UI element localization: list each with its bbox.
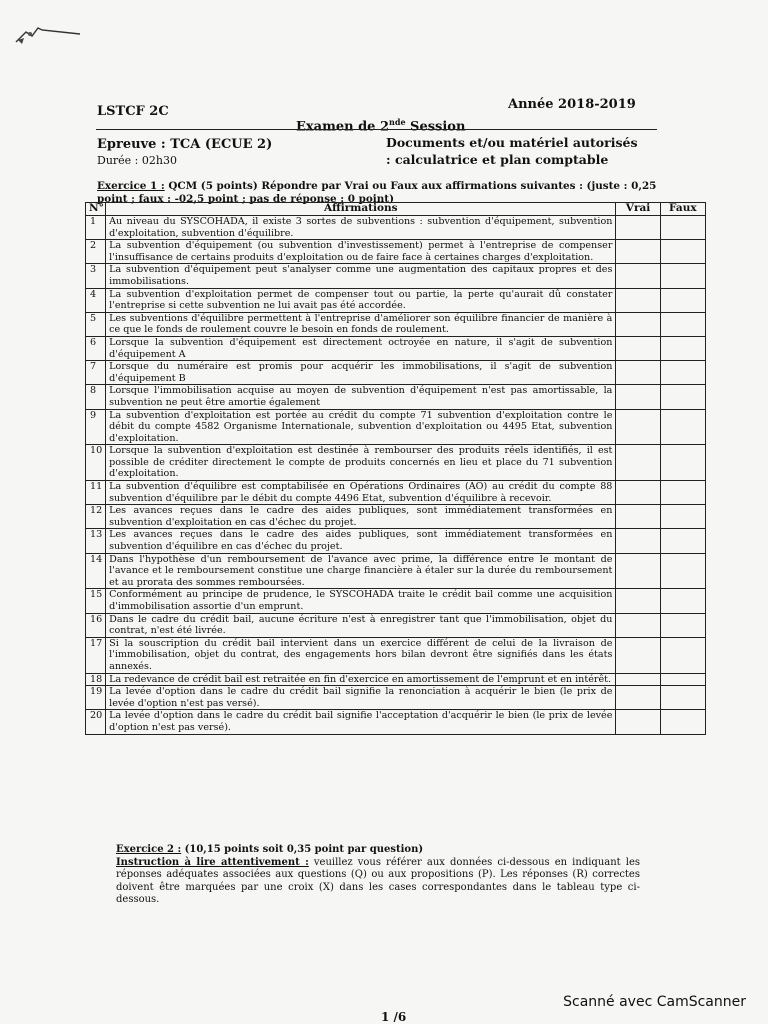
answer-cell-false[interactable] — [660, 445, 705, 481]
qcm-row — [86, 686, 706, 710]
qcm-row — [86, 529, 706, 553]
answer-cell-false[interactable] — [660, 409, 705, 445]
answer-cell-false[interactable] — [660, 288, 705, 312]
qcm-header-row — [86, 203, 706, 216]
answer-cell-false[interactable] — [660, 264, 705, 288]
qcm-row-number: 2 — [86, 240, 106, 264]
answer-cell-true[interactable] — [616, 288, 660, 312]
answer-cell-true[interactable] — [616, 529, 660, 553]
school-code: LSTCF 2C — [97, 104, 169, 119]
answer-cell-true[interactable] — [616, 240, 660, 264]
qcm-row-statement: Lorsque la subvention d'exploitation est destinée à rembourser des produits réels identifiés, il est possible de créditer directement le compte de produits concernés en lieu et place du 71 subvention d'exploitation. — [106, 445, 616, 481]
answer-cell-true[interactable] — [616, 505, 660, 529]
qcm-row-statement: Lorsque l'immobilisation acquise au moyen de subvention d'équipement n'est pas amortissable, la subvention ne peut être amortie également — [106, 385, 616, 409]
exercise2-points: (10,15 points soit 0,35 point par question) — [181, 844, 424, 855]
answer-cell-true[interactable] — [616, 216, 660, 240]
qcm-row-number: 8 — [86, 385, 106, 409]
qcm-row — [86, 385, 706, 409]
answer-cell-true[interactable] — [616, 553, 660, 589]
qcm-row — [86, 336, 706, 360]
qcm-row-statement: La subvention d'équilibre est comptabilisée en Opérations Ordinaires (AO) au crédit du compte 88 subvention d'équilibre par le débit du compte 4496 Etat, subvention d'équilibre à recevoir. — [106, 481, 616, 505]
answer-cell-false[interactable] — [660, 553, 705, 589]
qcm-row — [86, 505, 706, 529]
answer-cell-true[interactable] — [616, 481, 660, 505]
answer-cell-true[interactable] — [616, 445, 660, 481]
qcm-row-number: 15 — [86, 589, 106, 613]
qcm-row-statement: La subvention d'équipement peut s'analyser comme une augmentation des capitaux propres et des immobilisations. — [106, 264, 616, 288]
answer-cell-false[interactable] — [660, 589, 705, 613]
qcm-row-number: 11 — [86, 481, 106, 505]
qcm-row-number: 1 — [86, 216, 106, 240]
exercise1-title: Exercice 1 : — [97, 180, 165, 192]
qcm-row-statement: Lorsque du numéraire est promis pour acquérir les immobilisations, il s'agit de subvention d'équipement B — [106, 361, 616, 385]
qcm-row-statement: Conformément au principe de prudence, le SYSCOHADA traite le crédit bail comme une acquisition d'immobilisation assortie d'un emprunt. — [106, 589, 616, 613]
answer-cell-false[interactable] — [660, 710, 705, 734]
col-header-number: N° — [86, 203, 106, 216]
qcm-row — [86, 710, 706, 734]
answer-cell-false[interactable] — [660, 240, 705, 264]
answer-cell-false[interactable] — [660, 312, 705, 336]
qcm-row-number: 6 — [86, 336, 106, 360]
exercise2-title: Exercice 2 : — [116, 844, 182, 855]
answer-cell-false[interactable] — [660, 529, 705, 553]
qcm-row-number: 19 — [86, 686, 106, 710]
page-number: 1 /6 — [381, 1010, 407, 1024]
qcm-row-statement: Au niveau du SYSCOHADA, il existe 3 sortes de subventions : subvention d'équipement, subvention d'exploitation, subvention d'équilibre. — [106, 216, 616, 240]
answer-cell-false[interactable] — [660, 336, 705, 360]
qcm-row-statement: Les avances reçues dans le cadre des aides publiques, sont immédiatement transformées en subvention d'équilibre en cas d'échec du projet. — [106, 529, 616, 553]
qcm-row-number: 10 — [86, 445, 106, 481]
answer-cell-true[interactable] — [616, 613, 660, 637]
qcm-row — [86, 673, 706, 686]
qcm-row — [86, 361, 706, 385]
qcm-row-number: 16 — [86, 613, 106, 637]
qcm-row-statement: Si la souscription du crédit bail intervient dans un exercice différent de celui de la livraison de l'immobilisation, objet du contrat, des engagements hors bilan devront être signifiés dans les états annexés. — [106, 637, 616, 673]
qcm-row — [86, 264, 706, 288]
answer-cell-true[interactable] — [616, 637, 660, 673]
answer-cell-false[interactable] — [660, 637, 705, 673]
header-divider — [96, 129, 657, 130]
qcm-row-statement: La levée d'option dans le cadre du crédit bail signifie la renonciation à acquérir le bien (le prix de levée d'option n'est pas versé). — [106, 686, 616, 710]
answer-cell-false[interactable] — [660, 686, 705, 710]
answer-cell-false[interactable] — [660, 216, 705, 240]
exercise2-instruction-label: Instruction à lire attentivement : — [116, 856, 309, 868]
qcm-row-number: 17 — [86, 637, 106, 673]
answer-cell-false[interactable] — [660, 361, 705, 385]
qcm-row — [86, 613, 706, 637]
qcm-row — [86, 637, 706, 673]
qcm-row-statement: La subvention d'exploitation est portée au crédit du compte 71 subvention d'exploitation contre le débit du compte 4582 Organisme Internationale, subvention d'exploitation ou 4495 Etat, subvention d'exploitation. — [106, 409, 616, 445]
answer-cell-false[interactable] — [660, 385, 705, 409]
answer-cell-true[interactable] — [616, 264, 660, 288]
col-header-statement: Affirmations — [106, 203, 616, 216]
qcm-row — [86, 216, 706, 240]
exercise2-instruction-text: veuillez vous référer aux données ci-dessous en indiquant les réponses adéquates associées aux questions (Q) ou aux propositions (P). Les réponses (R) correctes doivent être marquées par une croix (X) dans les cases correspondantes dans le tableau type ci-dessous. — [116, 856, 640, 906]
qcm-row-number: 18 — [86, 673, 106, 686]
qcm-row-number: 7 — [86, 361, 106, 385]
qcm-row — [86, 481, 706, 505]
qcm-row-number: 20 — [86, 710, 106, 734]
answer-cell-true[interactable] — [616, 673, 660, 686]
session-title-sup: nde — [389, 117, 406, 127]
qcm-row — [86, 240, 706, 264]
qcm-row — [86, 553, 706, 589]
qcm-row-statement: Les subventions d'équilibre permettent à l'entreprise d'améliorer son équilibre financier de manière à ce que le fonds de roulement couvre le besoin en fonds de roulement. — [106, 312, 616, 336]
qcm-row-statement: La subvention d'exploitation permet de compenser tout ou partie, la perte qu'aurait dû constater l'entreprise si cette subvention ne lui avait pas été accordée. — [106, 288, 616, 312]
answer-cell-true[interactable] — [616, 710, 660, 734]
qcm-row-number: 4 — [86, 288, 106, 312]
academic-year: Année 2018-2019 — [508, 97, 636, 112]
qcm-row-statement: La redevance de crédit bail est retraitée en fin d'exercice en amortissement de l'emprunt et en intérêt. — [106, 673, 616, 686]
col-header-true: Vrai — [616, 203, 660, 216]
answer-cell-true[interactable] — [616, 686, 660, 710]
qcm-row-number: 14 — [86, 553, 106, 589]
col-header-false: Faux — [660, 203, 705, 216]
qcm-row — [86, 312, 706, 336]
answer-cell-true[interactable] — [616, 336, 660, 360]
qcm-table — [85, 202, 706, 735]
qcm-row — [86, 589, 706, 613]
answer-cell-false[interactable] — [660, 505, 705, 529]
answer-cell-false[interactable] — [660, 673, 705, 686]
answer-cell-true[interactable] — [616, 409, 660, 445]
answer-cell-true[interactable] — [616, 589, 660, 613]
answer-cell-false[interactable] — [660, 613, 705, 637]
exam-duration: Durée : 02h30 — [97, 154, 177, 167]
exam-subject: Epreuve : TCA (ECUE 2) — [97, 137, 273, 152]
session-title-post: Session — [405, 119, 466, 135]
exercise1-instructions: QCM (5 points) Répondre par Vrai ou Faux aux affirmations suivantes : (juste : 0,25 point ; faux : -02,5 point ; pas de réponse : 0 point) — [97, 180, 657, 205]
qcm-row-statement: Lorsque la subvention d'équipement est directement octroyée en nature, il s'agit de subvention d'équipement A — [106, 336, 616, 360]
answer-cell-false[interactable] — [660, 481, 705, 505]
answer-cell-true[interactable] — [616, 385, 660, 409]
qcm-row-number: 5 — [86, 312, 106, 336]
qcm-row-statement: La levée d'option dans le cadre du crédit bail signifie l'acceptation d'acquérir le bien (le prix de levée d'option n'est pas versé). — [106, 710, 616, 734]
qcm-row-number: 12 — [86, 505, 106, 529]
session-title — [296, 117, 465, 134]
qcm-row-number: 3 — [86, 264, 106, 288]
qcm-row-statement: Dans le cadre du crédit bail, aucune écriture n'est à enregistrer tant que l'immobilisation, objet du contrat, n'est été livrée. — [106, 613, 616, 637]
qcm-row — [86, 445, 706, 481]
qcm-row — [86, 409, 706, 445]
answer-cell-true[interactable] — [616, 312, 660, 336]
authorized-documents: Documents et/ou matériel autorisés : calculatrice et plan comptable — [386, 135, 638, 167]
qcm-row — [86, 288, 706, 312]
qcm-row-statement: Les avances reçues dans le cadre des aides publiques, sont immédiatement transformées en subvention d'exploitation en cas d'échec du projet. — [106, 505, 616, 529]
pen-mark-icon — [12, 12, 82, 52]
qcm-row-number: 9 — [86, 409, 106, 445]
answer-cell-true[interactable] — [616, 361, 660, 385]
exercise2-block — [116, 844, 640, 907]
qcm-row-statement: La subvention d'équipement (ou subvention d'investissement) permet à l'entreprise de compenser l'insuffisance de certains produits d'exploitation ou de faire face à certaines charges d'exploitation. — [106, 240, 616, 264]
scanner-watermark: Scanné avec CamScanner — [563, 994, 746, 1010]
qcm-row-statement: Dans l'hypothèse d'un remboursement de l'avance avec prime, la différence entre le montant de l'avance et le remboursement constitue une charge financière à étaler sur la durée du remboursement et au prorata des sommes remboursées. — [106, 553, 616, 589]
qcm-row-number: 13 — [86, 529, 106, 553]
session-title-pre: Examen de 2 — [296, 119, 390, 135]
